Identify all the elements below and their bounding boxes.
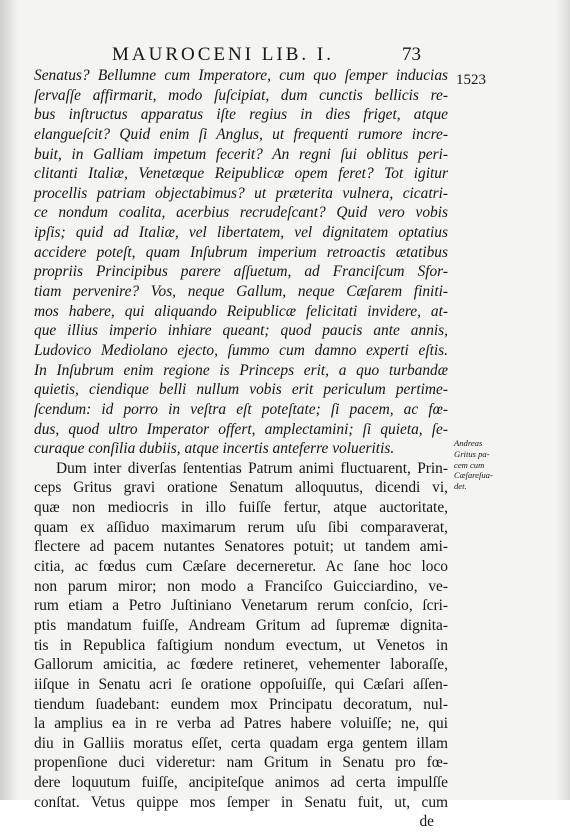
margin-note-line: Gritus pa-: [454, 448, 490, 459]
italic-line: curaque conſilia dubiis, atque incertis anteferre volueritis.: [34, 440, 395, 458]
italic-line: elangueſcit? Quid enim ſi Anglus, ut frequenti rumore incre-: [34, 125, 448, 143]
italic-line: ſervaſſe affirmarit, modo ſuſcipiat, dum cunctis bellicis re-: [34, 86, 448, 104]
text-line: quæ non mediocris in illo fuiſſe fertur, atque auctoritate,: [34, 499, 448, 517]
italic-line: procellis patriam objectabimus? ut præterita vulnera, cicatri-: [34, 184, 448, 202]
text-line: non parum miror; non modo a Franciſco Guicciardino, ve-: [34, 577, 448, 595]
italic-line: propriis Principibus parere aſſuetum, ad Franciſcum Sfor-: [34, 263, 448, 281]
text-line: ceps Gritus gravi oratione Senatum alloquutus, dicendi vi,: [34, 479, 448, 497]
text-line: Gallorum amicitia, ac fœdere retineret, vehementer laboraſſe,: [34, 656, 448, 674]
italic-line: que illius imperio inhiare queant; quod paucis ante annis,: [34, 322, 448, 340]
italic-line: ſcendum: id porro in veſtra eſt poteſtate; ſi pacem, ac fœ-: [34, 400, 448, 418]
text-line: tis in Republica faſtigium nondum evectum, ut Venetos in: [34, 636, 448, 654]
italic-line: buit, in Galliam impetum fecerit? An regni ſui oblitus peri-: [34, 145, 448, 163]
text-line: diu in Galliis moratus eſſet, certa quadam erga gentem illam: [34, 734, 448, 752]
text-line: rum etiam a Petro Juſtiniano Venetarum rerum conſcio, ſcri-: [34, 597, 448, 615]
margin-year: 1523: [456, 72, 486, 88]
text-line: tiendum ſuadebant: eundem mox Principatu decoratum, nul-: [34, 695, 448, 713]
italic-line: Senatus? Bellumne cum Imperatore, cum quo ſemper inducias: [34, 67, 448, 84]
italic-line: accidere poteſt, quam Inſubrum imperium retroactis ætatibus: [34, 243, 448, 261]
text-line: propenſione duci videretur: nam Gritum in Senatu pro fœ-: [34, 754, 448, 772]
text-line: ptis mandatum fuiſſe, Andream Gritum ad ſupremæ dignita-: [34, 616, 448, 634]
text-line: la amplius ea in re verba ad Patres habere voluiſſe; ne, qui: [34, 715, 448, 733]
page-number: 73: [402, 44, 421, 65]
margin-note: [454, 438, 520, 492]
margin-note-line: cem cum: [454, 459, 485, 470]
italic-line: mos habere, qui aliquando Reipublicæ felicitati invidere, at-: [34, 302, 448, 320]
italic-line: clitanti Italiæ, Venetæque Reipublicæ opem feret? Tot igitur: [34, 165, 448, 183]
running-head: MAUROCENI LIB. I.: [112, 44, 334, 65]
italic-line: quietis, ciendique belli nullum vobis erit periculum pertime-: [34, 381, 448, 399]
text-line: quam ex aſſiduo maximarum rerum uſu ſibi comparaverat,: [34, 518, 448, 536]
catchword: de: [419, 813, 434, 831]
page-edge-shadow: [0, 0, 18, 800]
margin-note-line: Cæſareſua-: [454, 470, 493, 481]
page-spine-shadow: [556, 0, 570, 800]
italic-line: tiam pervenire? Vos, neque Gallum, neque Cæſarem finiti-: [34, 283, 448, 301]
italic-line: bus inſtructus apparatus iſte regius in dies friget, atque: [34, 106, 448, 124]
margin-note-line: det.: [454, 481, 467, 492]
text-line: dere loquutum fuiſſe, ancipiteſque animos ad certa impulſſe: [34, 774, 448, 792]
body-text: [34, 66, 448, 832]
margin-note-line: Andreas: [454, 438, 483, 448]
italic-line: dus, quod ultro Imperator offert, amplectamini; ſi quieta, ſe-: [34, 420, 448, 438]
italic-line: ce nondum coalita, acerbius recrudeſcant? Quid vero vobis: [34, 204, 448, 222]
text-line: Dum inter diverſas ſententias Patrum animi fluctuarent, Prin-: [56, 459, 448, 477]
italic-line: In Inſubrum enim regione is Princeps erit, a quo turbandæ: [34, 361, 448, 379]
italic-line: ipſis; quid ad Italiæ, vel libertatem, vel dignitatem optatius: [34, 224, 448, 242]
text-line: flectere ad pacem nutantes Senatores potuit; ut tandem ami-: [34, 538, 448, 556]
italic-line: Ludovico Mediolano ejecto, ſummo cum damno experti eſtis.: [34, 341, 448, 359]
text-line: citia, ac fœdus cum Cæſare decerneretur. Ac ſane hoc loco: [34, 558, 448, 576]
text-line: iiſque in Senatu acri ſe oratione oppoſuiſſe, qui Cæſari aſſen-: [34, 675, 448, 693]
text-line: conſtat. Vetus quippe mos ſemper in Senatu fuit, ut, cum: [34, 793, 448, 811]
